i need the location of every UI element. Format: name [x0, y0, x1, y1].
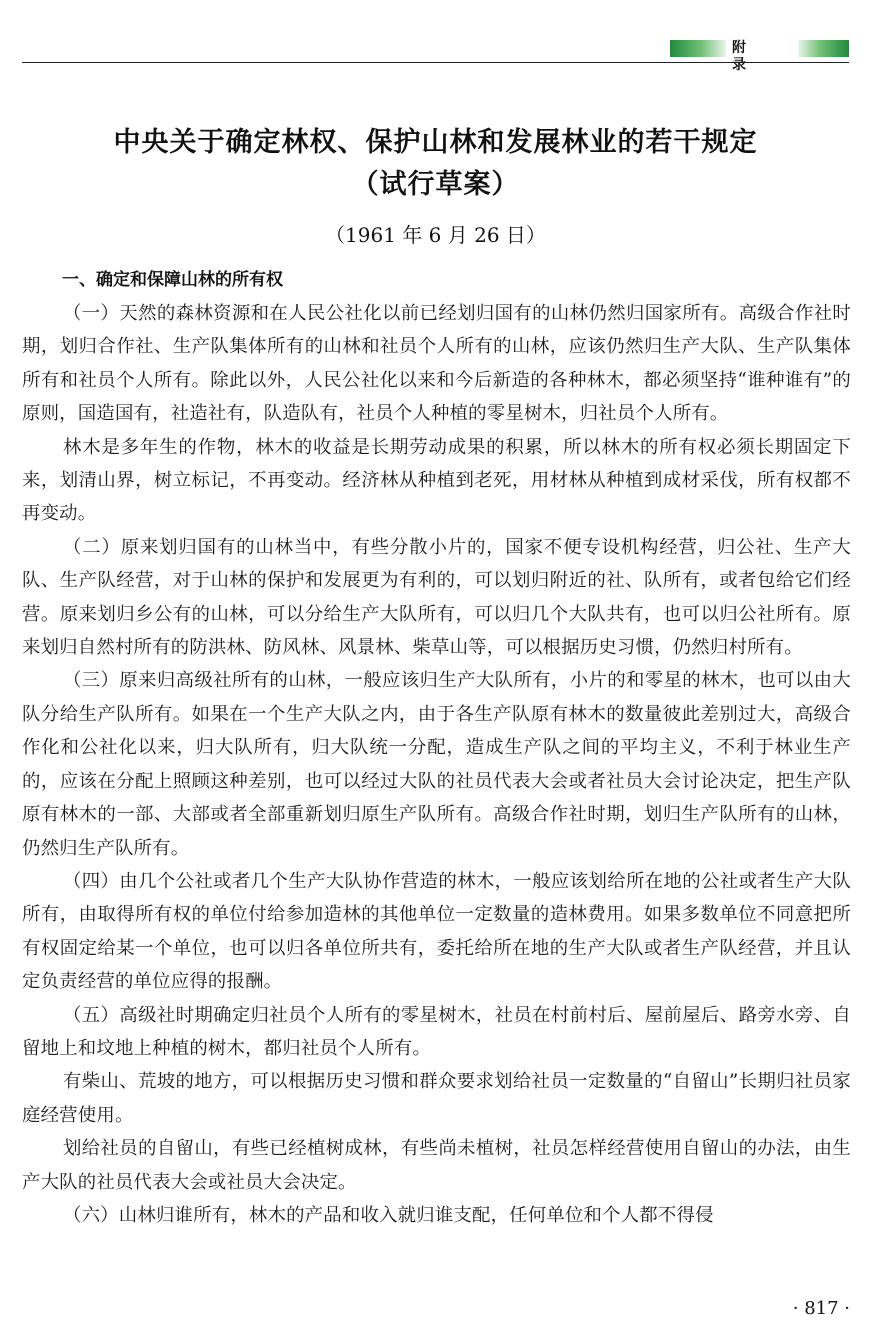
paragraph: （六）山林归谁所有，林木的产品和收入就归谁支配，任何单位和个人都不得侵	[63, 1204, 714, 1226]
running-header	[22, 40, 849, 73]
document-title: 中央关于确定林权、保护山林和发展林业的若干规定	[113, 127, 758, 158]
paragraph: （一）天然的森林资源和在人民公社化以前已经划归国有的山林仍然归国家所有。高级合作社时期，划归合作社、生产队集体所有的山林和社员个人所有的山林，应该仍然归生产大队、生产队集体所有和社员个人所有。除此以外，人民公社化以来和今后新造的各种林木，都必须坚持“谁种谁有”的原则，国造国有，社造社有，队造队有，社员个人种植的零星树木，归社员个人所有。	[22, 303, 851, 425]
page-number: · 817 ·	[792, 1298, 850, 1319]
paragraph: 划给社员的自留山，有些已经植树成林，有些尚未植树，社员怎样经营使用自留山的办法，由生产大队的社员代表大会或社员大会决定。	[22, 1138, 851, 1193]
paragraph: （三）原来归高级社所有的山林，一般应该归生产大队所有，小片的和零星的林木，也可以由大队分给生产队所有。如果在一个生产大队之内，由于各生产队原有林木的数量彼此差别过大，高级合作化和公社化以来，归大队所有，归大队统一分配，造成生产队之间的平均主义，不利于林业生产的，应该在分配上照顾这种差别，也可以经过大队的社员代表大会或者社员大会讨论决定，把生产队原有林木的一部、大部或者全部重新划归原生产队所有。高级合作社时期，划归生产队所有的山林，仍然归生产队所有。	[22, 670, 851, 859]
paragraph: （四）由几个公社或者几个生产大队协作营造的林木，一般应该划给所在地的公社或者生产大队所有，由取得所有权的单位付给参加造林的其他单位一定数量的造林费用。如果多数单位不同意把所有权固定给某一个单位，也可以归各单位所共有，委托给所在地的生产大队或者生产队经营，并且认定负责经营的单位应得的报酬。	[22, 870, 851, 993]
document-date: （1961 年 6 月 26 日）	[325, 223, 546, 247]
document-body	[22, 264, 851, 1232]
paragraph: （二）原来划归国有的山林当中，有些分散小片的，国家不便专设机构经营，归公社、生产大队、生产队经营，对于山林的保护和发展更为有利的，可以划归附近的社、队所有，或者包给它们经营。原来划归乡公有的山林，可以分给生产大队所有，可以归几个大队共有，也可以归公社所有。原来划归自然村所有的防洪林、防风林、风景林、柴草山等，可以根据历史习惯，仍然归村所有。	[22, 536, 851, 659]
header-label: 附 录	[732, 40, 788, 73]
header-decor-bar-right	[798, 40, 849, 57]
header-decor-bar-left	[670, 40, 726, 57]
paragraph: 有柴山、荒坡的地方，可以根据历史习惯和群众要求划给社员一定数量的“自留山”长期归社员家庭经营使用。	[22, 1071, 851, 1126]
document-subtitle: （试行草案）	[351, 169, 520, 200]
section-heading: 一、确定和保障山林的所有权	[62, 270, 283, 290]
paragraph: （五）高级社时期确定归社员个人所有的零星树木，社员在村前村后、屋前屋后、路旁水旁、自留地上和坟地上种植的树木，都归社员个人所有。	[22, 1004, 851, 1059]
paragraph: 林木是多年生的作物，林木的收益是长期劳动成果的积累，所以林木的所有权必须长期固定下来，划清山界，树立标记，不再变动。经济林从种植到老死，用材林从种植到成材采伐，所有权都不再变动。	[22, 436, 851, 525]
